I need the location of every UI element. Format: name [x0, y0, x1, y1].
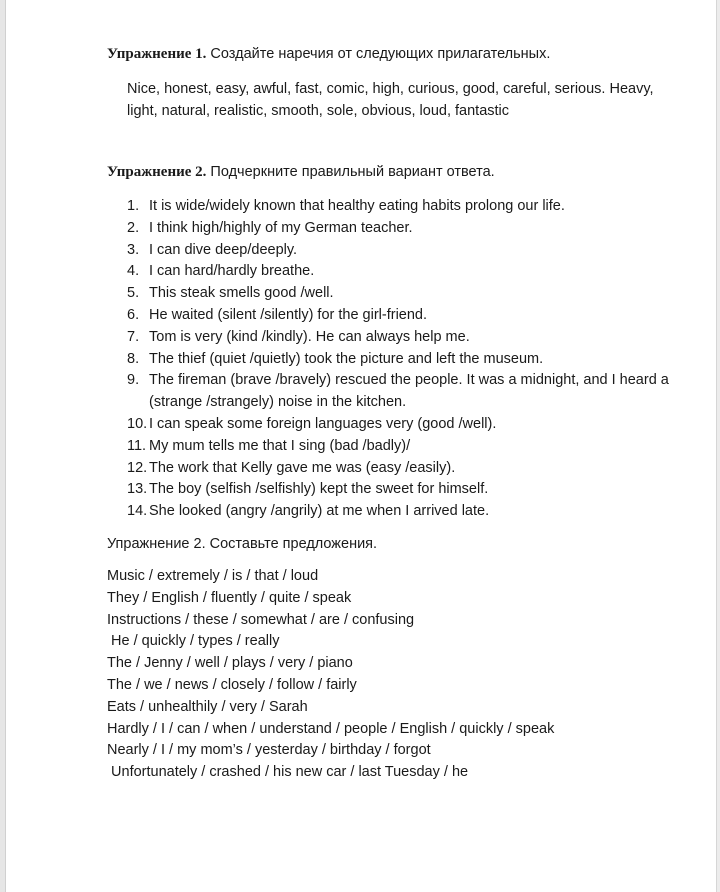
list-item	[107, 283, 687, 305]
list-item-number: 4.	[127, 263, 140, 280]
list-item-text: The thief (quiet /quietly) took the picture and left the museum.	[149, 350, 544, 367]
list-item	[107, 436, 687, 458]
list-item-number: 5.	[127, 285, 140, 302]
list-item-number: 13.	[127, 481, 148, 498]
list-item-text: I can speak some foreign languages very (good /well).	[149, 415, 497, 432]
exercise-1-instruction: Создайте наречия от следующих прилагательных.	[206, 46, 551, 62]
list-item	[107, 479, 687, 501]
sentence-item: Nearly / I / my mom’s / yesterday / birthday / forgot	[107, 742, 431, 759]
list-item-number: 9.	[127, 372, 140, 389]
list-item	[107, 327, 687, 349]
exercise-1-words-line-1: Nice, honest, easy, awful, fast, comic, high, curious, good, careful, serious. Heavy,	[127, 81, 654, 97]
list-item	[107, 261, 687, 283]
list-item-text: He waited (silent /silently) for the girl-friend.	[149, 306, 428, 323]
sentence-item: The / we / news / closely / follow / fairly	[107, 676, 357, 693]
list-item-number: 2.	[127, 219, 140, 236]
list-item	[107, 501, 687, 523]
list-item	[107, 218, 687, 240]
list-item-number: 3.	[127, 241, 140, 258]
exercise-1-heading	[107, 44, 550, 64]
sentence-item: They / English / fluently / quite / speak	[107, 589, 352, 606]
list-item	[107, 458, 687, 480]
exercise-2-instruction: Подчеркните правильный вариант ответа.	[206, 164, 495, 180]
list-item-text: The work that Kelly gave me was (easy /easily).	[149, 459, 456, 476]
list-item	[107, 240, 687, 262]
list-item	[107, 349, 687, 371]
list-item-text: I can hard/hardly breathe.	[149, 263, 315, 280]
exercise-2-heading	[107, 162, 495, 182]
list-item-text: I can dive deep/deeply.	[149, 241, 298, 258]
sentence-item: Unfortunately / crashed / his new car / last Tuesday / he	[107, 764, 469, 781]
list-item-number: 12.	[127, 459, 148, 476]
list-item-number: 1.	[127, 198, 140, 214]
list-item	[107, 196, 687, 218]
exercise-1-title: Упражнение 1.	[107, 46, 207, 62]
list-item-number: 10.	[127, 415, 148, 432]
exercise-2-title: Упражнение 2.	[107, 164, 207, 180]
list-item-text: The boy (selfish /selfishly) kept the sweet for himself.	[149, 481, 489, 498]
sentence-item: Music / extremely / is / that / loud	[107, 568, 319, 584]
sentence-item: He / quickly / types / really	[107, 633, 280, 650]
list-item-text: This steak smells good /well.	[149, 285, 334, 302]
exercise-1-words	[127, 78, 667, 122]
list-item-number: 6.	[127, 306, 140, 323]
sentence-item: Eats / unhealthily / very / Sarah	[107, 698, 308, 715]
exercise-3-sentence-list	[107, 566, 554, 784]
list-item-number: 7.	[127, 328, 140, 345]
list-item-text: My mum tells me that I sing (bad /badly)/	[149, 437, 411, 454]
list-item-text: The fireman (brave /bravely) rescued the people. It was a midnight, and I heard a (strange /strangely) noise in the kitchen.	[149, 372, 669, 411]
sentence-item: The / Jenny / well / plays / very / piano	[107, 655, 353, 672]
list-item-text: I think high/highly of my German teacher.	[149, 219, 413, 236]
list-item-number: 11.	[127, 437, 147, 454]
exercise-2-list	[107, 196, 687, 523]
exercise-3-heading: Упражнение 2. Составьте предложения.	[107, 536, 378, 552]
list-item	[107, 305, 687, 327]
list-item	[107, 370, 687, 414]
list-item-text: It is wide/widely known that healthy eating habits prolong our life.	[149, 198, 565, 214]
list-item-text: She looked (angry /angrily) at me when I arrived late.	[149, 503, 490, 520]
sentence-item: Hardly / I / can / when / understand / people / English / quickly / speak	[107, 720, 555, 737]
list-item	[107, 414, 687, 436]
sentence-item: Instructions / these / somewhat / are / confusing	[107, 611, 415, 628]
exercise-1-words-line-2: light, natural, realistic, smooth, sole, obvious, loud, fantastic	[127, 103, 510, 119]
list-item-number: 8.	[127, 350, 140, 367]
list-item-text: Tom is very (kind /kindly). He can always help me.	[149, 328, 470, 345]
list-item-number: 14.	[127, 503, 148, 520]
